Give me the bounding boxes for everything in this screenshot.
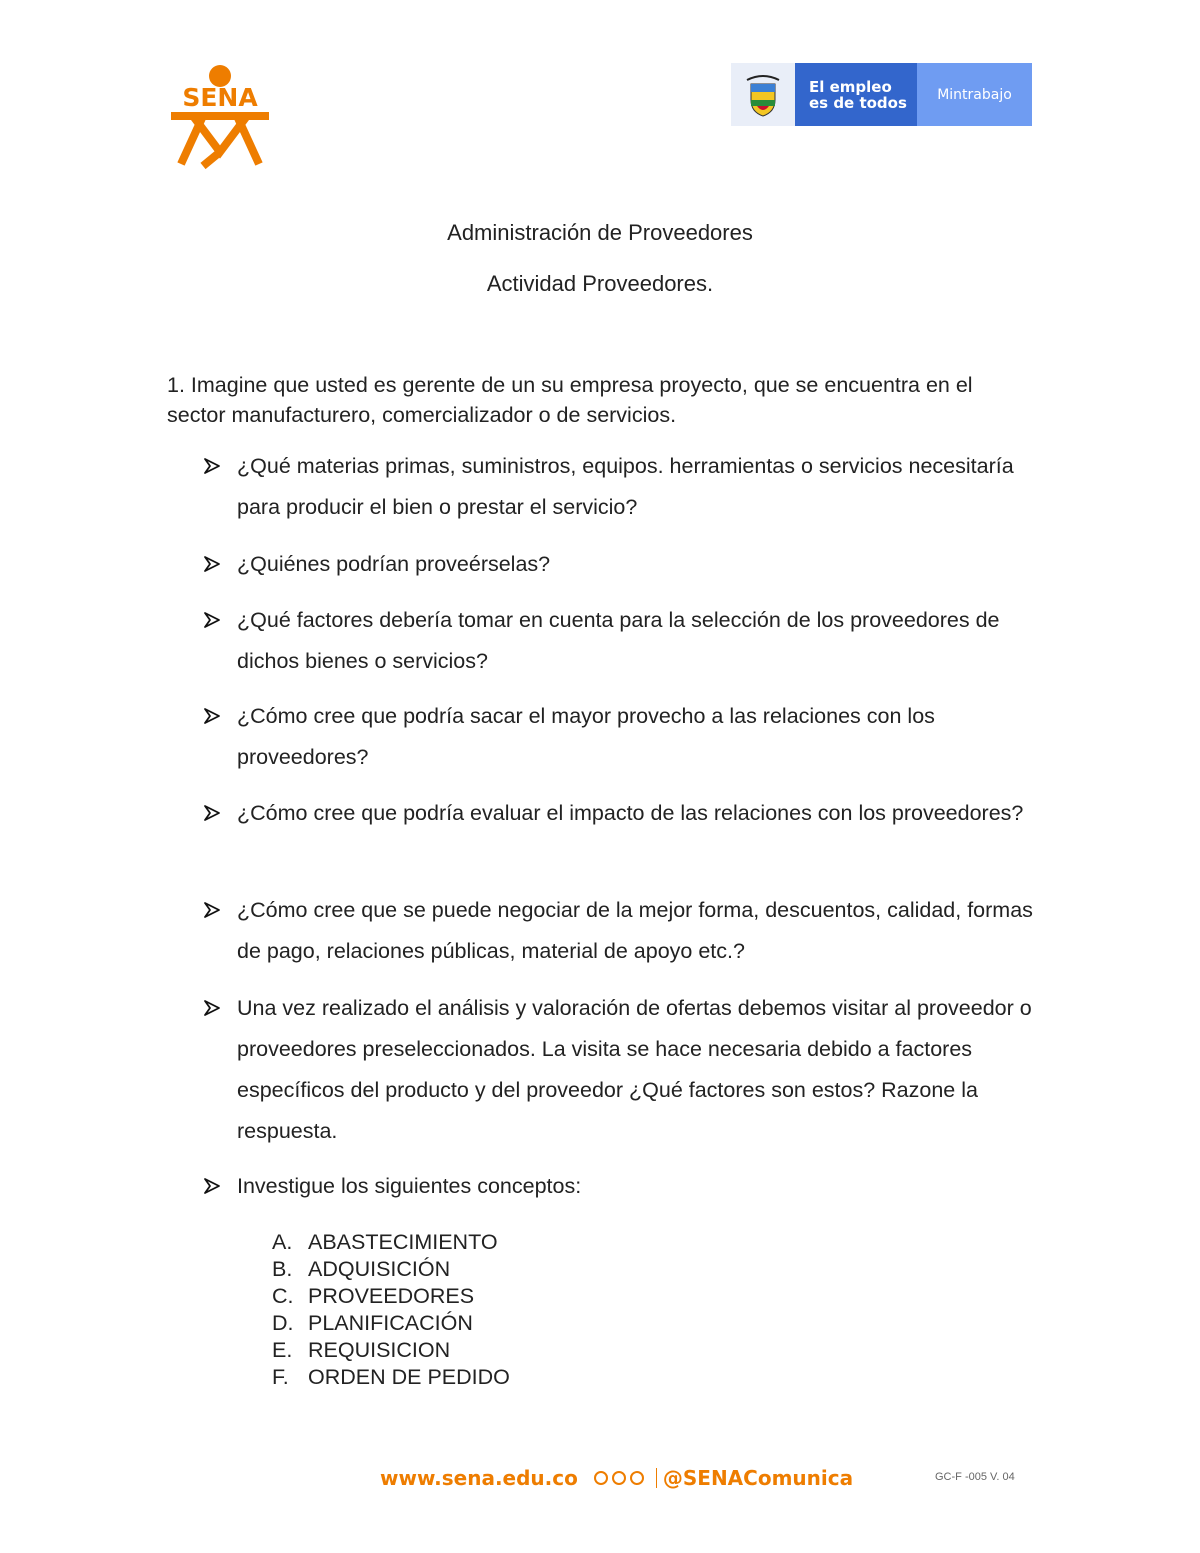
- social-handle[interactable]: @SENAComunica: [662, 1466, 854, 1490]
- list-text: ABASTECIMIENTO: [308, 1230, 498, 1254]
- list-item: [272, 1337, 510, 1364]
- bullet-text: ¿Cómo cree que podría evaluar el impacto de las relaciones con los proveedores?: [237, 801, 1024, 825]
- form-code: GC-F -005 V. 04: [935, 1471, 1015, 1483]
- list-text: PLANIFICACIÓN: [308, 1311, 473, 1335]
- list-item: [272, 1283, 510, 1310]
- list-item: [272, 1229, 510, 1256]
- bullet-text: ¿Qué materias primas, suministros, equipos. herramientas o servicios necesitaría para producir el bien o prestar el servicio?: [237, 454, 1014, 519]
- bullet-item: [203, 446, 1043, 528]
- list-text: ORDEN DE PEDIDO: [308, 1365, 510, 1389]
- sena-logo: [163, 60, 277, 170]
- twitter-icon[interactable]: [594, 1471, 608, 1485]
- bullet-item: [203, 1166, 1043, 1207]
- bullet-item: [203, 793, 1043, 834]
- concepts-list: [272, 1229, 510, 1391]
- arrow-bullet-icon: [203, 1166, 237, 1207]
- list-letter: E.: [272, 1338, 293, 1362]
- list-letter: C.: [272, 1284, 294, 1308]
- document-subtitle: Actividad Proveedores.: [486, 271, 714, 296]
- bullet-text: Una vez realizado el análisis y valoración de ofertas debemos visitar al proveedor o proveedores preseleccionados. La visita se hace necesaria debido a factores específicos del producto y del proveedor ¿Qué factores son estos? Razone la respuesta.: [237, 996, 1032, 1143]
- list-letter: A.: [272, 1230, 293, 1254]
- list-text: REQUISICION: [308, 1338, 451, 1362]
- gov-slogan: [795, 63, 917, 126]
- list-letter: F.: [272, 1365, 289, 1389]
- arrow-bullet-icon: [203, 600, 237, 682]
- bullet-text: ¿Qué factores debería tomar en cuenta para la selección de los proveedores de dichos bienes o servicios?: [237, 608, 1000, 673]
- arrow-bullet-icon: [203, 446, 237, 528]
- bullet-item: [203, 696, 1043, 778]
- gov-slogan-line2: es de todos: [809, 93, 907, 112]
- government-banner: [731, 63, 1032, 126]
- list-letter: B.: [272, 1257, 293, 1281]
- bullet-text: ¿Cómo cree que podría sacar el mayor provecho a las relaciones con los proveedores?: [237, 704, 935, 769]
- footer: [380, 1463, 853, 1493]
- social-icons: [594, 1471, 644, 1485]
- bullet-text: ¿Cómo cree que se puede negociar de la mejor forma, descuentos, calidad, formas de pago, relaciones públicas, material de apoyo etc.?: [237, 898, 1033, 963]
- footer-divider: [656, 1468, 657, 1488]
- question-intro: 1. Imagine que usted es gerente de un su empresa proyecto, que se encuentra en el sector manufacturero, comercializador o de servicios.: [167, 373, 973, 427]
- list-item: [272, 1364, 510, 1391]
- list-text: PROVEEDORES: [308, 1284, 475, 1308]
- sena-logo-text: SENA: [182, 83, 258, 112]
- bullet-text: ¿Quiénes podrían proveérselas?: [237, 552, 551, 576]
- instagram-icon[interactable]: [612, 1471, 626, 1485]
- arrow-bullet-icon: [203, 696, 237, 778]
- list-text: ADQUISICIÓN: [308, 1257, 451, 1281]
- list-letter: D.: [272, 1311, 294, 1335]
- bullet-item: [203, 890, 1043, 972]
- arrow-bullet-icon: [203, 890, 237, 972]
- bullet-item: [203, 988, 1043, 1152]
- bullet-text: Investigue los siguientes conceptos:: [237, 1174, 582, 1198]
- document-title: Administración de Proveedores: [447, 220, 753, 245]
- facebook-icon[interactable]: [630, 1471, 644, 1485]
- bullet-item: [203, 600, 1043, 682]
- arrow-bullet-icon: [203, 988, 237, 1152]
- website-link[interactable]: www.sena.edu.co: [380, 1466, 578, 1490]
- list-item: [272, 1310, 510, 1337]
- bullet-item: [203, 544, 1043, 585]
- arrow-bullet-icon: [203, 793, 237, 834]
- list-item: [272, 1256, 510, 1283]
- gov-slogan-line1: El empleo: [809, 77, 892, 96]
- arrow-bullet-icon: [203, 544, 237, 585]
- colombia-shield-icon: [731, 63, 795, 126]
- ministry-label: Mintrabajo: [917, 63, 1032, 126]
